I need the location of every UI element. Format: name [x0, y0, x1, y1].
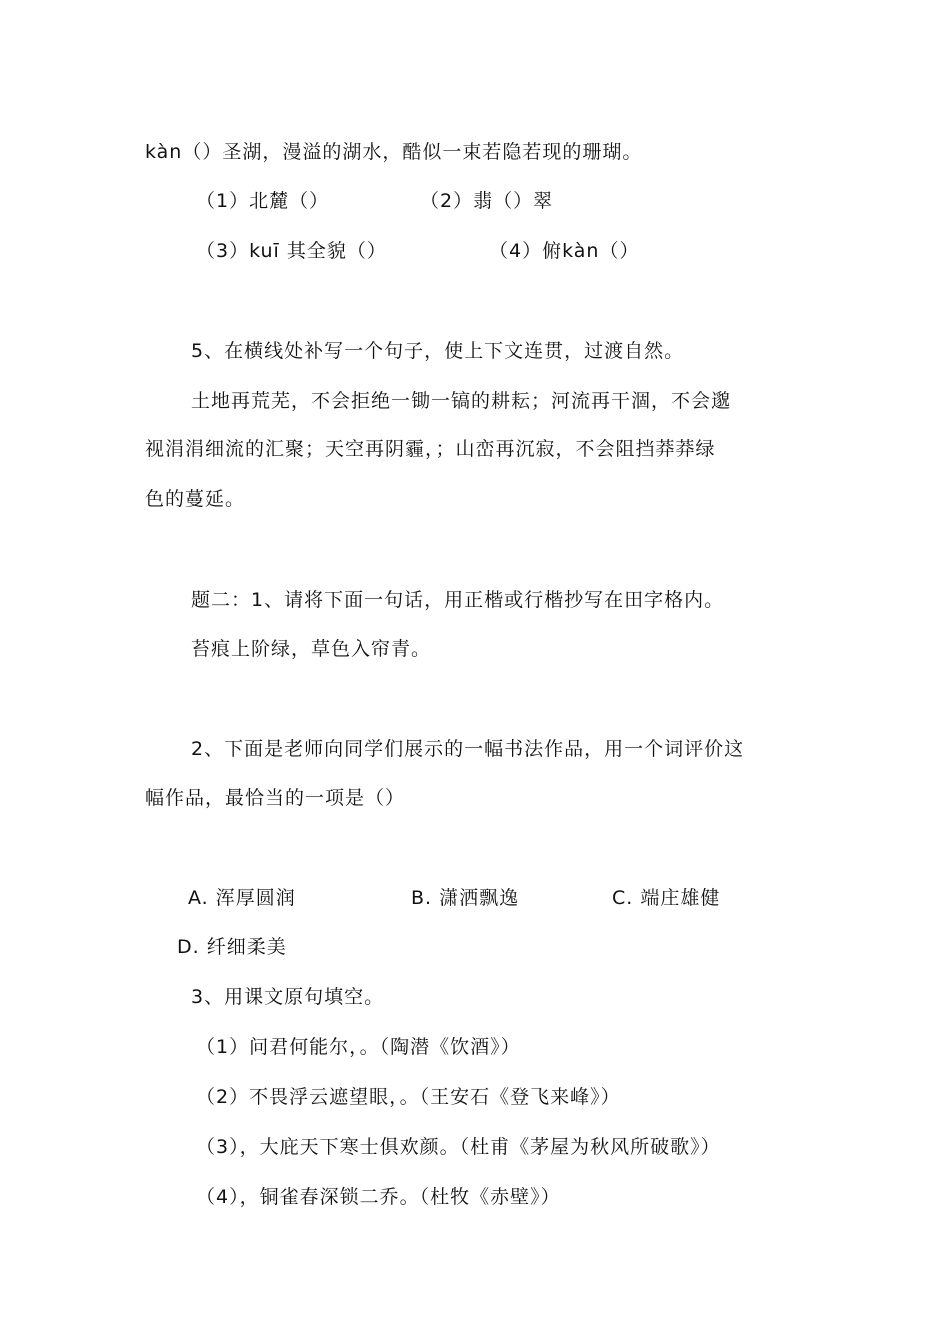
option-d: D. 纤细柔美 — [177, 936, 287, 958]
q4-sentence: kàn（）圣湖，漫溢的湖水，酷似一束若隐若现的珊瑚。 — [145, 141, 643, 163]
q4-item-3: （3）kuī 其全貌（） — [196, 240, 387, 262]
section2-q1-text: 苔痕上阶绿，草色入帘青。 — [191, 638, 432, 660]
section2-q3-prompt: 3、用课文原句填空。 — [191, 986, 385, 1008]
q3-item-4: （4），铜雀春深锁二乔。（杜牧《赤壁》） — [196, 1186, 561, 1208]
q5-paragraph-line-2: 视涓涓细流的汇聚；天空再阴霾，；山峦再沉寂，不会阻挡莽莽绿 — [145, 438, 716, 460]
section2-q1-prompt: 题二：1、请将下面一句话，用正楷或行楷抄写在田字格内。 — [191, 589, 725, 611]
q3-item-3: （3），大庇天下寒士俱欢颜。（杜甫《茅屋为秋风所破歌》） — [196, 1136, 721, 1158]
q5-paragraph-line-3: 色的蔓延。 — [145, 488, 246, 510]
q3-item-1: （1）问君何能尔，。（陶潜《饮酒》） — [196, 1036, 521, 1058]
section2-q2-line-2: 幅作品，最恰当的一项是（） — [145, 787, 406, 809]
q5-paragraph-line-1: 土地再荒芜，不会拒绝一锄一镐的耕耘；河流再干涸，不会邈 — [191, 390, 732, 412]
option-c: C. 端庄雄健 — [612, 887, 721, 909]
option-b: B. 潇洒飘逸 — [411, 887, 520, 909]
q5-prompt: 5、在横线处补写一个句子，使上下文连贯，过渡自然。 — [191, 340, 685, 362]
q3-item-2: （2）不畏浮云遮望眼，。（王安石《登飞来峰》） — [196, 1086, 621, 1108]
q4-item-4: （4）俯kàn（） — [489, 240, 640, 262]
q4-item-2: （2）翡（）翠 — [420, 190, 554, 212]
option-a: A. 浑厚圆润 — [188, 887, 296, 909]
section2-q2-line-1: 2、下面是老师向同学们展示的一幅书法作品，用一个词评价这 — [191, 738, 745, 760]
q4-item-1: （1）北麓（） — [196, 190, 330, 212]
